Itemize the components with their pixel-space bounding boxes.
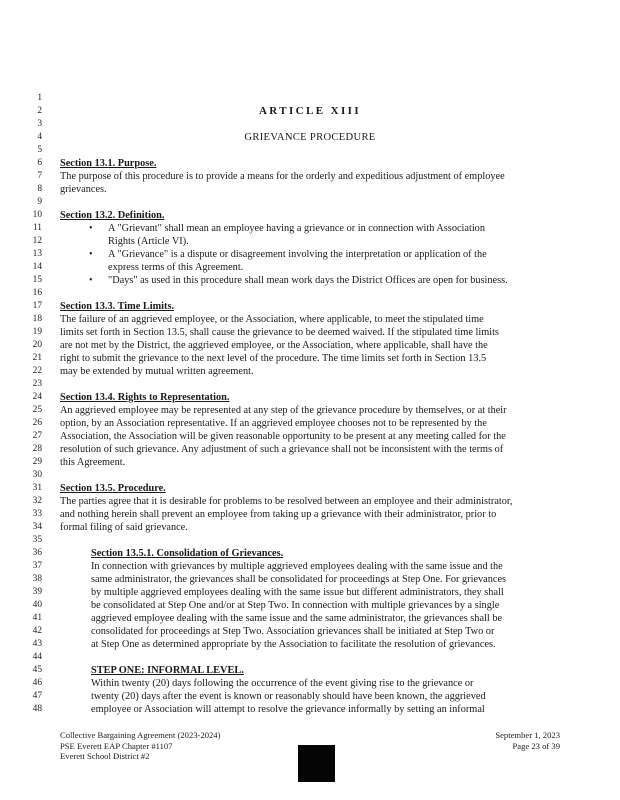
line-number: 3 [37, 119, 42, 129]
footer-right [495, 730, 560, 751]
body-line: The purpose of this procedure is to provide a means for the orderly and expeditious adjustment of employee [60, 171, 505, 182]
line-number: 16 [32, 288, 42, 298]
body-line: and nothing herein shall prevent an employee from taking up a grievance with their administrator, prior to [60, 509, 497, 520]
line-number: 12 [32, 236, 42, 246]
line-number: 20 [32, 340, 42, 350]
line-number: 33 [32, 509, 42, 519]
body-line: resolution of such grievance. Any adjustment of such a grievance shall not be inconsistent with the terms of [60, 444, 504, 455]
line-number: 43 [32, 639, 42, 649]
line-number: 42 [32, 626, 42, 636]
bullet-line: Rights (Article VI). [108, 236, 189, 247]
line-number: 11 [32, 223, 42, 233]
section-heading-text: Section 13.1. Purpose. [60, 158, 157, 169]
body-line: grievances. [60, 184, 107, 195]
line-number: 2 [37, 106, 42, 116]
body-line: formal filing of said grievance. [60, 522, 188, 533]
line-number: 40 [32, 600, 42, 610]
line-number: 10 [32, 210, 42, 220]
line-number: 47 [32, 691, 42, 701]
line-number: 29 [32, 457, 42, 467]
line-number: 13 [32, 249, 42, 259]
body-line: twenty (20) days after the event is known or reasonably should have been known, the aggrieved [91, 691, 486, 702]
section-heading-text: Section 13.2. Definition. [60, 210, 165, 221]
body-line: are not met by the District, the aggrieved employee, or the Association, where applicable, shall have the [60, 340, 488, 351]
line-number: 38 [32, 574, 42, 584]
section-13-4-heading [60, 391, 618, 404]
line-number: 26 [32, 418, 42, 428]
line-number: 1 [37, 93, 42, 103]
article-title [60, 105, 560, 118]
section-13-5-heading [60, 482, 618, 495]
step-one-heading [91, 664, 618, 677]
footer-agreement: Collective Bargaining Agreement (2023-2024) [60, 730, 221, 740]
footer-chapter: PSE Everett EAP Chapter #1107 [60, 740, 173, 751]
line-number: 18 [32, 314, 42, 324]
body-line: this Agreement. [60, 457, 126, 468]
body-line: In connection with grievances by multiple aggrieved employees dealing with the same issue and the [91, 561, 503, 572]
line-number: 5 [37, 145, 42, 155]
section-heading-text: Section 13.3. Time Limits. [60, 301, 175, 312]
section-heading-text: Section 13.5. Procedure. [60, 483, 166, 494]
body-line: The parties agree that it is desirable for problems to be resolved between an employee and their administrator, [60, 496, 513, 507]
body-line: be consolidated at Step One and/or at Step Two. In connection with multiple grievances by a single [91, 600, 500, 611]
footer-left [60, 730, 220, 762]
body-line: aggrieved employee dealing with the same issue and the same administrator, the grievances shall be [91, 613, 503, 624]
line-number: 27 [32, 431, 42, 441]
line-number: 36 [32, 548, 42, 558]
line-number: 21 [32, 353, 42, 363]
line-number: 37 [32, 561, 42, 571]
body-line: consolidated for proceedings at Step Two. Association grievances shall be initiated at Step Two or [91, 626, 495, 637]
footer-district: Everett School District #2 [60, 751, 150, 761]
section-13-3-heading [60, 300, 618, 313]
bullet-icon: • [89, 249, 93, 260]
line-number: 19 [32, 327, 42, 337]
body-line: option, by an Association representative. If an aggrieved employee chooses not to be represented by the [60, 418, 487, 429]
line-number: 15 [32, 275, 42, 285]
article-title-text: ARTICLE XIII [258, 105, 362, 117]
section-heading-text: Section 13.5.1. Consolidation of Grievances. [91, 548, 284, 559]
article-subtitle [60, 131, 560, 144]
line-number: 25 [32, 405, 42, 415]
bullet-icon: • [89, 275, 93, 286]
body-line: right to submit the grievance to the next level of the procedure. The time limits set forth in Section 13.5 [60, 353, 487, 364]
body-line: limits set forth in Section 13.5, shall cause the grievance to be deemed waived. If the stipulated time limits [60, 327, 499, 338]
line-number: 8 [37, 184, 42, 194]
line-number: 48 [32, 704, 42, 714]
line-number: 30 [32, 470, 42, 480]
section-13-5-1-heading [91, 547, 618, 560]
body-line: Within twenty (20) days following the occurrence of the event giving rise to the grievance or [91, 678, 474, 689]
bullet-line: express terms of this Agreement. [108, 262, 244, 273]
line-number: 9 [37, 197, 42, 207]
section-heading-text: STEP ONE: INFORMAL LEVEL. [91, 665, 244, 676]
line-number: 14 [32, 262, 42, 272]
line-number: 32 [32, 496, 42, 506]
body-line: The failure of an aggrieved employee, or the Association, where applicable, to meet the stipulated time [60, 314, 484, 325]
line-number: 28 [32, 444, 42, 454]
section-13-1-heading [60, 157, 618, 170]
bullet-line: "Days" as used in this procedure shall mean work days the District Offices are open for business. [108, 275, 508, 286]
line-number: 44 [32, 652, 42, 662]
redaction-block [298, 745, 335, 782]
line-number: 35 [32, 535, 42, 545]
bullet-icon: • [89, 223, 93, 234]
line-number: 6 [37, 158, 42, 168]
body-line: Association, the Association will be given reasonable opportunity to be present at any meeting called for the [60, 431, 506, 442]
line-number: 7 [37, 171, 42, 181]
line-number: 22 [32, 366, 42, 376]
body-line: at Step One as determined appropriate by the Association to facilitate the resolution of grievances. [91, 639, 496, 650]
body-line: may be extended by mutual written agreement. [60, 366, 254, 377]
line-number: 39 [32, 587, 42, 597]
body-line: employee or Association will attempt to resolve the grievance informally by setting an informal [91, 704, 485, 715]
footer-page-number: Page 23 of 39 [512, 740, 560, 751]
line-number: 34 [32, 522, 42, 532]
line-number: 23 [32, 379, 42, 389]
line-number: 46 [32, 678, 42, 688]
line-number: 24 [32, 392, 42, 402]
section-heading-text: Section 13.4. Rights to Representation. [60, 392, 230, 403]
body-line: same administrator, the grievances shall be consolidated for proceedings at Step One. For grievances [91, 574, 507, 585]
bullet-line: A "Grievance" is a dispute or disagreement involving the interpretation or application of the [108, 249, 487, 260]
section-13-2-heading [60, 209, 618, 222]
line-number: 17 [32, 301, 42, 311]
body-line: An aggrieved employee may be represented at any step of the grievance procedure by themselves, or at their [60, 405, 507, 416]
article-subtitle-text: GRIEVANCE PROCEDURE [244, 132, 376, 143]
footer-date: September 1, 2023 [495, 730, 560, 740]
line-number: 4 [37, 132, 42, 142]
line-number: 31 [32, 483, 42, 493]
body-line: by multiple aggrieved employees dealing with the same issue but different administrators, they shall [91, 587, 504, 598]
line-number: 41 [32, 613, 42, 623]
line-number: 45 [32, 665, 42, 675]
bullet-line: A "Grievant" shall mean an employee having a grievance or in connection with Association [108, 223, 485, 234]
